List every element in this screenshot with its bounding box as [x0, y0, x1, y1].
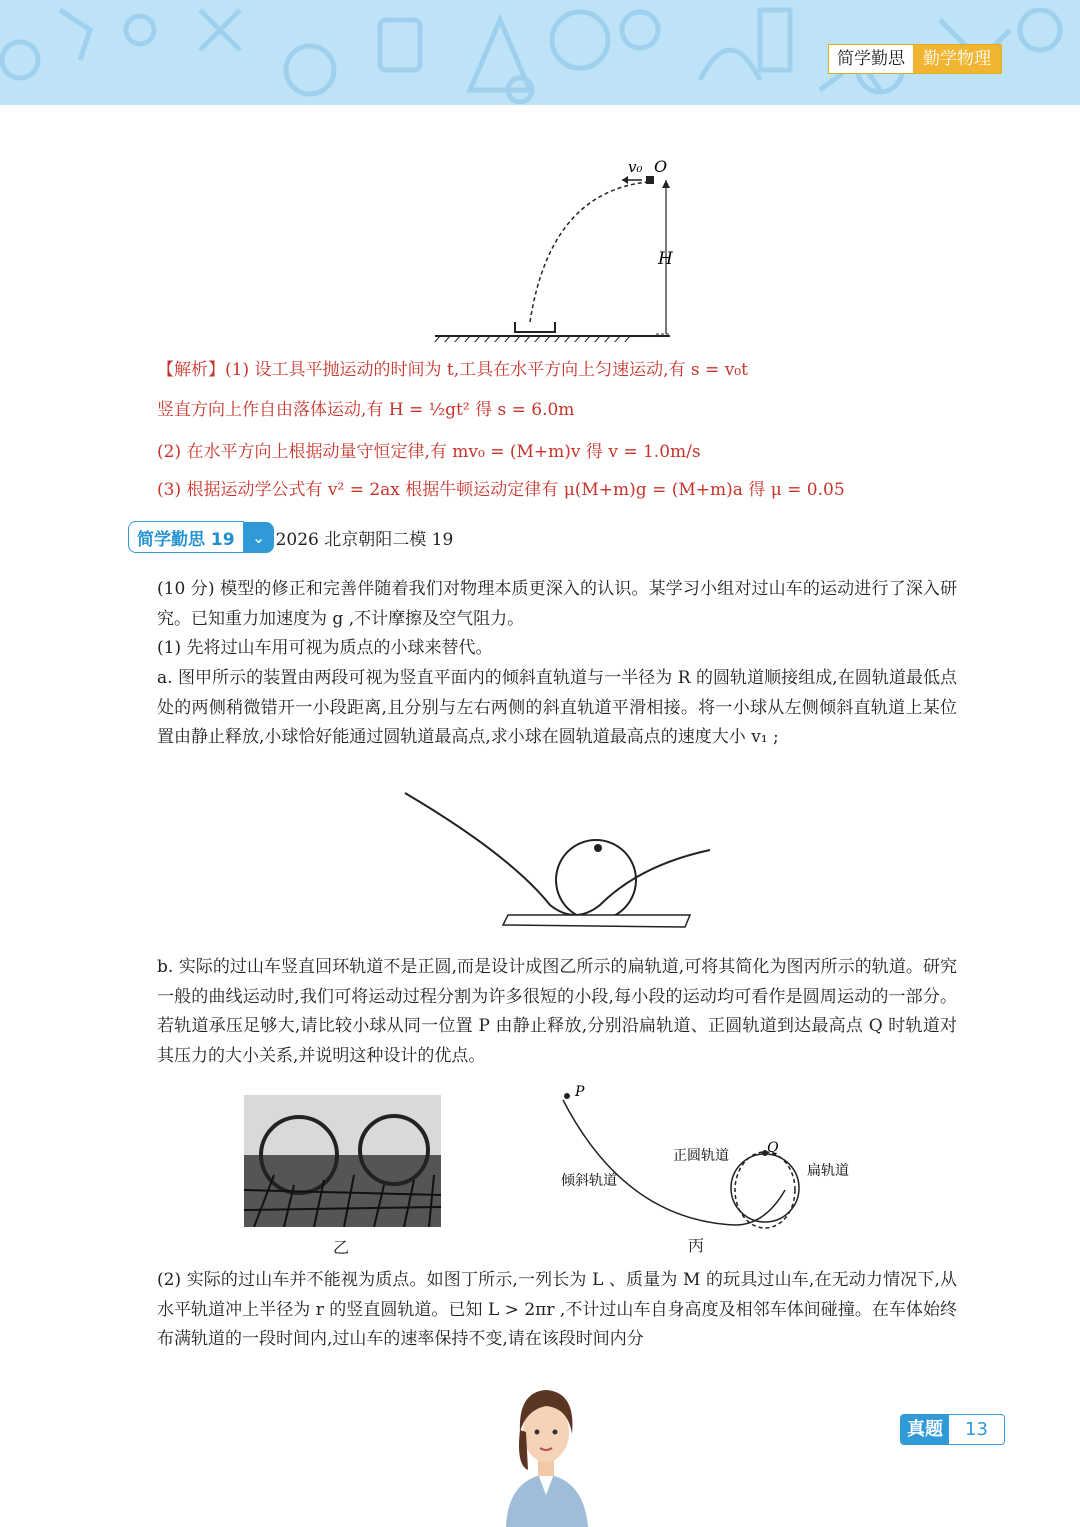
- incline-track-label: 倾斜轨道: [561, 1173, 617, 1189]
- brand-badge: [828, 44, 1002, 74]
- solution-line-4: (3) 根据运动学公式有 v² = 2ax 根据牛顿运动定律有 μ(M+m)g = (M+m)a 得 μ = 0.05: [157, 480, 845, 500]
- page-footer-badge: [900, 1414, 1005, 1445]
- solution-line-3: (2) 在水平方向上根据动量守恒定律,有 mv₀ = (M+m)v 得 v = 1.0m/s: [157, 442, 701, 462]
- page-number: 13: [949, 1415, 1004, 1444]
- solution-line-1: 【解析】(1) 设工具平抛运动的时间为 t,工具在水平方向上匀速运动,有 s = v₀t: [157, 360, 748, 380]
- track-comparison-figure: [545, 1080, 865, 1240]
- caption-bing: 丙: [688, 1236, 705, 1255]
- question-part-2: (2) 实际的过山车并不能视为质点。如图丁所示,一列长为 L 、质量为 M 的玩具过山车,在无动力情况下,从水平轨道冲上半径为 r 的竖直圆轨道。已知 L > 2πr ,不计过山车自身高度及相邻车体间碰撞。在车体始终布满轨道的一段时间内,过山车的速率保持不变,请在该段时间内分: [157, 1270, 957, 1349]
- question-part-a: a. 图甲所示的装置由两段可视为竖直平面内的倾斜直轨道与一半径为 R 的圆轨道顺接组成,在圆轨道最低点处的两侧稍微错开一小段距离,且分别与左右两侧的斜直轨道平滑相接。将一小球从左侧倾斜直轨道上某位置由静止释放,小球恰好能通过圆轨道最高点,求小球在圆轨道最高点的速度大小 v₁ ;: [157, 668, 957, 747]
- brand-left-text: 简学勤思: [829, 45, 913, 73]
- teacher-avatar: [498, 1370, 594, 1527]
- question-part-1: (1) 先将过山车用可视为质点的小球来替代。: [157, 638, 493, 658]
- v0-label: v₀: [628, 158, 643, 176]
- projectile-figure: [430, 152, 680, 342]
- question-part-b: b. 实际的过山车竖直回环轨道不是正圆,而是设计成图乙所示的扁轨道,可将其简化为图丙所示的轨道。研究一般的曲线运动时,我们可将运动过程分割为许多很短的小段,每小段的运动均可看作是圆周运动的一部分。若轨道承压足够大,请比较小球从同一位置 P 由静止释放,分别沿扁轨道、正圆轨道到达最高点 Q 时轨道对其压力的大小关系,并说明这种设计的优点。: [157, 957, 957, 1066]
- P-label: P: [575, 1084, 585, 1100]
- brand-right-text: 勤学物理: [913, 45, 1001, 73]
- chevron-down-icon[interactable]: ⌄: [244, 522, 274, 553]
- round-track-label: 正圆轨道: [673, 1148, 729, 1164]
- footer-label: 真题: [901, 1415, 949, 1444]
- question-header: [128, 521, 453, 553]
- roller-coaster-photo: [244, 1095, 441, 1227]
- solution-line-2: 竖直方向上作自由落体运动,有 H = ½gt² 得 s = 6.0m: [157, 400, 575, 420]
- flat-track-label: 扁轨道: [807, 1163, 849, 1179]
- caption-yi: 乙: [333, 1238, 350, 1257]
- question-source: 2026 北京朝阳二模 19: [275, 529, 454, 550]
- H-label: H: [658, 249, 673, 269]
- question-tag: 简学勤思 19: [128, 521, 244, 553]
- header-banner: [0, 0, 1080, 105]
- O-label: O: [654, 157, 668, 176]
- question-intro: (10 分) 模型的修正和完善伴随着我们对物理本质更深入的认识。某学习小组对过山车的运动进行了深入研究。已知重力加速度为 g ,不计摩擦及空气阻力。: [157, 579, 957, 629]
- loop-track-figure: [400, 785, 720, 945]
- Q-label: Q: [767, 1140, 779, 1156]
